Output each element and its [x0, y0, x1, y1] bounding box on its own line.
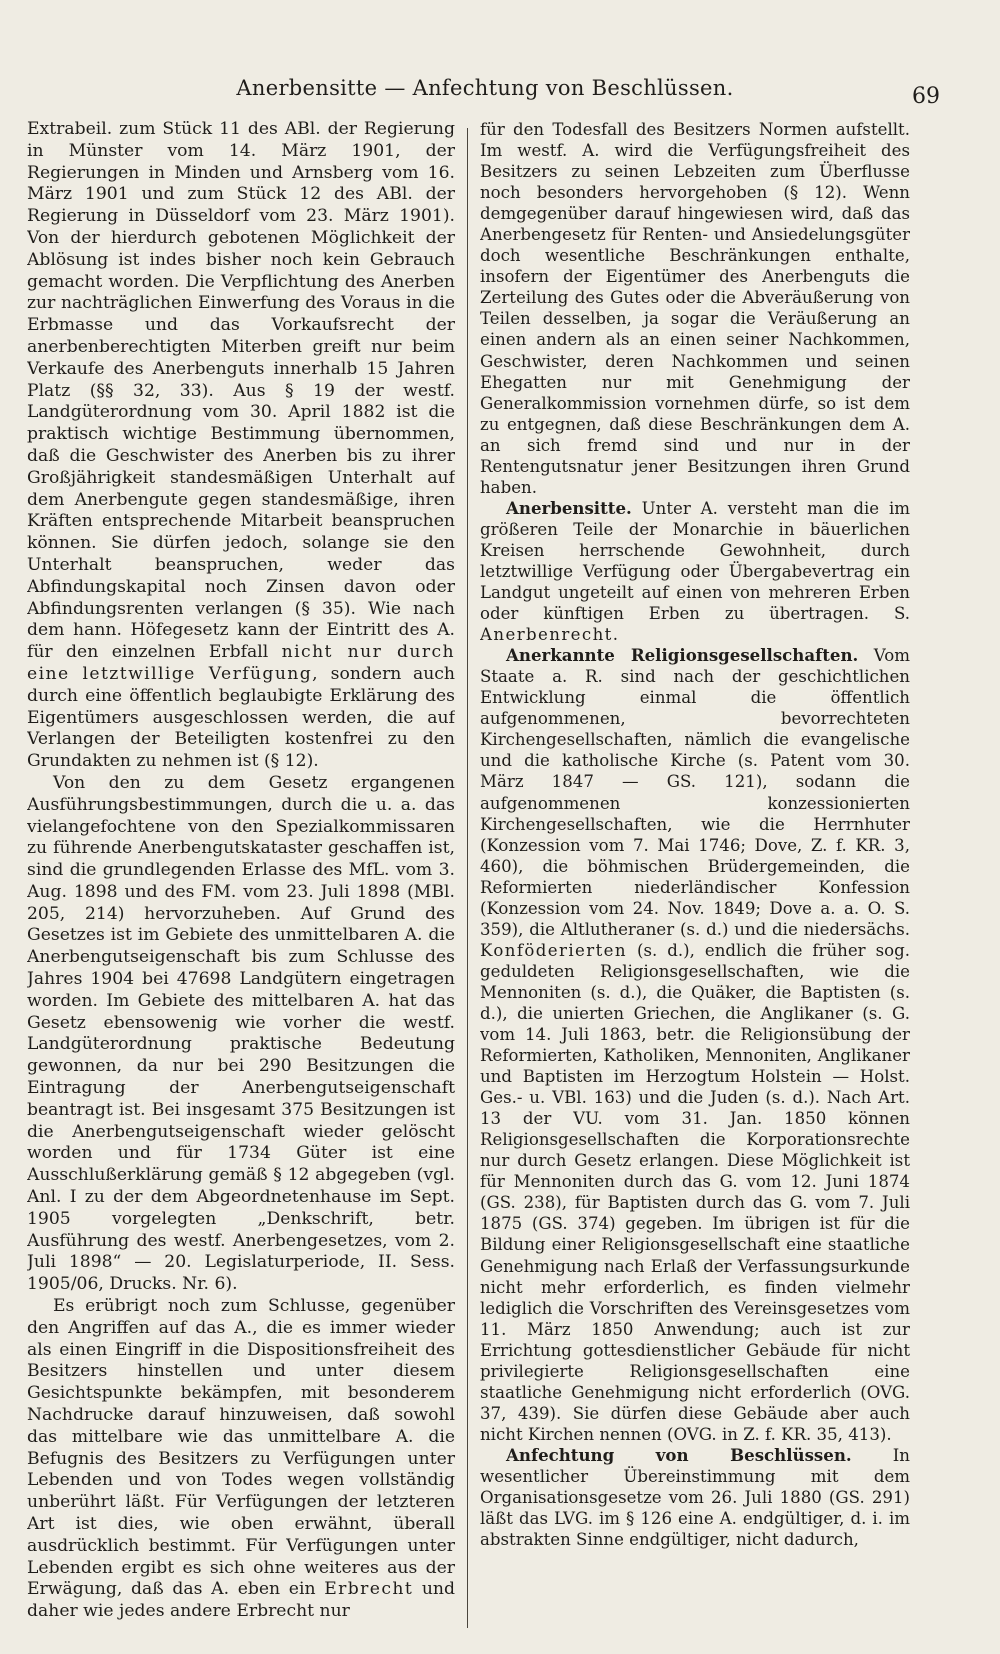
page-header: [30, 76, 940, 116]
text-run: Extrabeil. zum Stück 11 des ABl. der Regierung in Münster vom 14. März 1901, der Regierungen in Minden und Arnsberg vom 16. März 1901 und zum Stück 12 des ABl. der Regierung in Düsseldorf vom 23. März 1901). Von der hierdurch gebotenen Möglichkeit der Ablösung ist indes bisher noch kein Gebrauch gemacht worden. Die Verpflichtung des Anerben zur nachträglichen Einwerfung des Voraus in die Erbmasse und das Vorkaufsrecht der anerbenberechtigten Miterben greift nur beim Verkaufe des Anerbenguts innerhalb 15 Jahren Platz (§§ 32, 33). Aus § 19 der westf. Landgüterordnung vom 30. April 1882 ist die praktisch wichtige Bestimmung übernommen, daß die Geschwister des Anerben bis zu ihrer Großjährigkeit standesmäßigen Unterhalt auf dem Anerbengute gegen standesmäßige, ihren Kräften entsprechende Mitarbeit beanspruchen können. Sie dürfen jedoch, solange sie den Unterhalt beanspruchen, weder das Abfindungskapital noch Zinsen davon oder Abfindungsrenten verlangen (§ 35). Wie nach dem hann. Höfegesetz kann der Eintritt des A. für den einzelnen Erbfall: [27, 119, 455, 663]
page-number: 69: [912, 84, 940, 109]
text-run: Es erübrigt noch zum Schlusse, gegenüber den Angriffen auf das A., die es immer wieder als einen Eingriff in die Dispositionsfreiheit des Besitzers hinstellen und unter diesem Gesichtspunkte bekämpfen, mit besonderem Nachdrucke darauf hinzuweisen, daß sowohl das mittelbare wie das unmittelbare A. die Befugnis des Besitzers zu Verfügungen unter Lebenden und von Todes wegen vollständig unberührt läßt. Für Verfügungen der letzteren Art ist dies, wie oben erwähnt, überall ausdrücklich bestimmt. Für Verfügungen unter Lebenden ergibt es sich ohne weiteres aus der Erwägung, daß das A. eben ein: [27, 1296, 455, 1600]
text-run: In wesentlicher Übereinstimmung mit dem Organisationsgesetze vom 26. Juli 1880 (GS. 291) läßt das LVG. im § 126 eine A. endgültiger, d. i. im abstrakten Sinne endgültiger, nicht dadurch,: [480, 1445, 910, 1550]
paragraph: für den Todesfall des Besitzers Normen aufstellt. Im westf. A. wird die Verfügungsfreiheit des Besitzers zu seinen Lebzeiten zum Überflusse noch besonders hervorgehoben (§ 12). Wenn demgegenüber darauf hingewiesen wird, daß das Anerbengesetz für Renten- und Ansiedelungsgüter doch wesentliche Beschränkungen enthalte, insofern der Eigentümer des Anerbenguts die Zerteilung des Gutes oder die Abveräußerung von Teilen desselben, ja sogar die Veräußerung an einen andern als an einen seiner Nachkommen, Geschwister, deren Nachkommen und seinen Ehegatten nur mit Genehmigung der Generalkommission vornehmen dürfe, so ist dem zu entgegnen, daß diese Beschränkungen dem A. an sich fremd sind und nur in der Rentengutsnatur jener Besitzungen ihren Grund haben.: [480, 120, 910, 497]
paragraph: [27, 119, 455, 773]
cross-reference: Anerbenrecht.: [480, 625, 620, 645]
left-column: [27, 119, 455, 1629]
spaced-text: Erbrecht: [324, 1579, 414, 1600]
text-run: Unter A. versteht man die im größeren Teile der Monarchie in bäuerlichen Kreisen herrschende Gewohnheit, durch letztwillige Verfügung oder Übergabevertrag ein Landgut ungeteilt auf einen von mehreren Erben oder künftigen Erben zu übertragen. S.: [480, 498, 910, 624]
entry-heading: Anfechtung von Beschlüssen.: [506, 1444, 852, 1465]
entry-heading: Anerkannte Religionsgesellschaften.: [506, 645, 859, 666]
column-divider: [467, 128, 468, 1628]
entry-heading: Anerbensitte.: [506, 497, 632, 518]
spaced-text: nicht nur durch eine letztwillige Verfügung,: [27, 642, 455, 684]
entry-religionsgesellschaften: [480, 645, 910, 1445]
paragraph: Von den zu dem Gesetz ergangenen Ausführungsbestimmungen, durch die u. a. das vielangefochtene von den Spezialkommissaren zu führende Anerbengutskataster geschaffen ist, sind die grundlegenden Erlasse des MfL. vom 3. Aug. 1898 und des FM. vom 23. Juli 1898 (MBl. 205, 214) hervorzuheben. Auf Grund des Gesetzes ist im Gebiete des unmittelbaren A. die Anerbengutseigenschaft bis zum Schlusse des Jahres 1904 bei 47698 Landgütern eingetragen worden. Im Gebiete des mittelbaren A. hat das Gesetz ebensowenig wie vorher die westf. Landgüterordnung praktische Bedeutung gewonnen, da nur bei 290 Besitzungen die Eintragung der Anerbengutseigenschaft beantragt ist. Bei insgesamt 375 Besitzungen ist die Anerbengutseigenschaft wieder gelöscht worden und für 1734 Güter ist eine Ausschlußerklärung gemäß § 12 abgegeben (vgl. Anl. I zu der dem Abgeordnetenhause im Sept. 1905 vorgelegten „Denkschrift, betr. Ausführung des westf. Anerbengesetzes, vom 2. Juli 1898“ — 20. Legislaturperiode, II. Sess. 1905/06, Drucks. Nr. 6).: [27, 772, 455, 1295]
paragraph: [27, 1296, 455, 1623]
text-run: (s. d.), endlich die früher sog. geduldeten Religionsgesellschaften, wie die Mennoniten (s. d.), die Quäker, die Baptisten (s. d.), die unierten Griechen, die Anglikaner (s. G. vom 14. Juli 1863, betr. die Religionsübung der Reformierten, Katholiken, Mennoniten, Anglikaner und Baptisten im Herzogtum Holstein — Holst. Ges.- u. VBl. 163) und die Juden (s. d.). Nach Art. 13 der VU. vom 31. Jan. 1850 können Religionsgesellschaften die Korporationsrechte nur durch Gesetz erlangen. Diese Möglichkeit ist für Mennoniten durch das G. vom 12. Juni 1874 (GS. 238), für Baptisten durch das G. vom 7. Juli 1875 (GS. 374) gegeben. Im übrigen ist für die Bildung einer Religionsgesellschaft eine staatliche Genehmigung nach Erlaß der Verfassungsurkunde nicht mehr erforderlich, es finden vielmehr lediglich die Vorschriften des Vereinsgesetzes vom 11. März 1850 Anwendung; auch ist zur Errichtung gottesdienstlicher Gebäude für nicht privilegierte Religionsgesellschaften eine staatliche Genehmigung nicht erforderlich (OVG. 37, 439). Sie dürfen diese Gebäude aber auch nicht Kirchen nennen (OVG. in Z. f. KR. 35, 413).: [480, 940, 910, 1444]
spaced-text: Konföderierten: [480, 940, 627, 960]
running-head: Anerbensitte — Anfechtung von Beschlüssen.: [236, 76, 734, 100]
right-column: [480, 119, 910, 1629]
text-run: sondern auch durch eine öffentlich beglaubigte Erklärung des Eigentümers ausgeschlossen werden, die auf Verlangen der Beteiligten kostenfrei zu den Grundakten zu nehmen ist (§ 12).: [27, 663, 455, 772]
entry-anerbensitte: [480, 498, 910, 645]
text-run: Vom Staate a. R. sind nach der geschichtlichen Entwicklung einmal die öffentlich aufgenommenen, bevorrechteten Kirchengesellschaften, nämlich die evangelische und die katholische Kirche (s. Patent vom 30. März 1847 — GS. 121), sodann die aufgenommenen konzessionierten Kirchengesellschaften, wie die Herrnhuter (Konzession vom 7. Mai 1746; Dove, Z. f. KR. 3, 460), die böhmischen Brüdergemeinden, die Reformierten niederländischer Konfession (Konzession vom 24. Nov. 1849; Dove a. a. O. S. 359), die Altlutheraner (s. d.) und die niedersächs.: [480, 646, 910, 939]
entry-anfechtung: [480, 1445, 910, 1550]
text-run: und daher wie jedes andere Erbrecht nur: [27, 1579, 455, 1622]
